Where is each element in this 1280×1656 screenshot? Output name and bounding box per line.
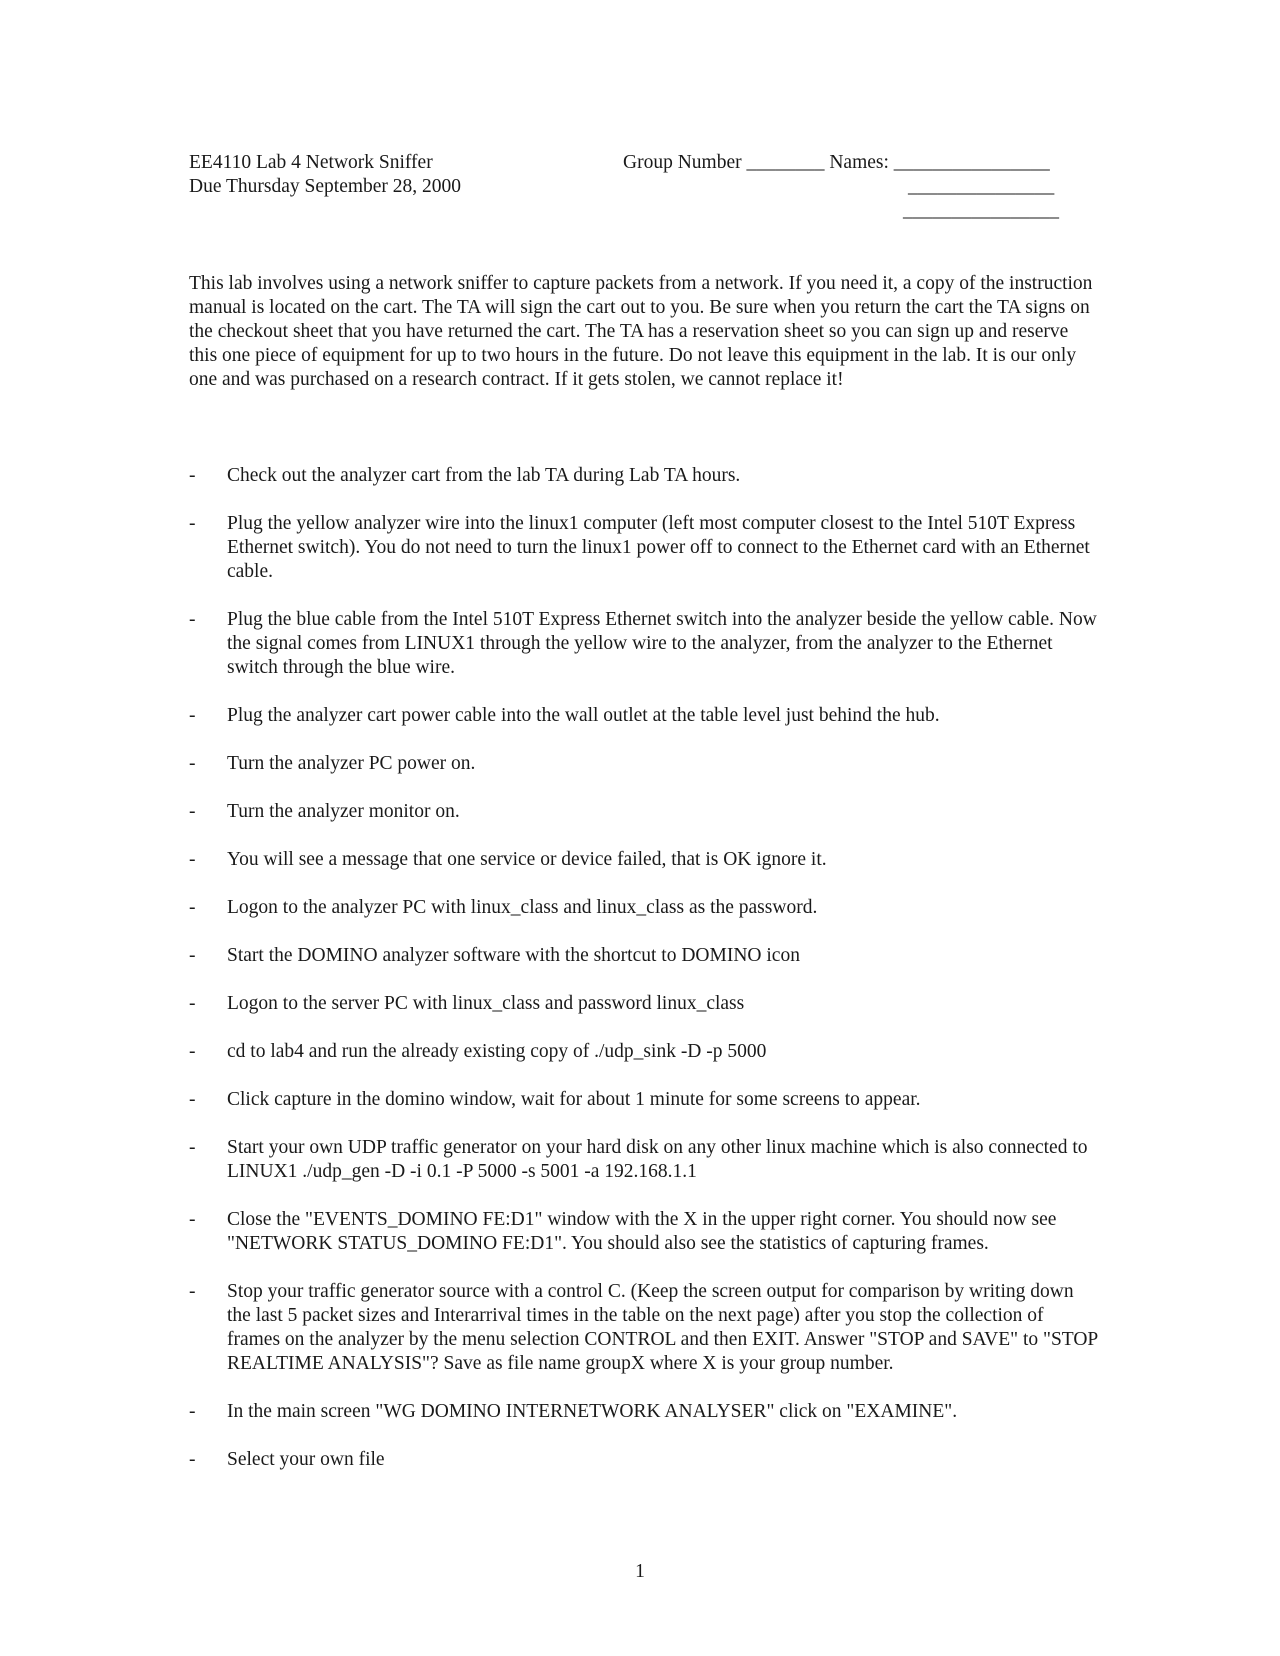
list-item bbox=[189, 1448, 1099, 1472]
step-text: Click capture in the domino window, wait for about 1 minute for some screens to appear. bbox=[227, 1089, 921, 1110]
list-item bbox=[189, 752, 1099, 776]
step-text: cd to lab4 and run the already existing copy of ./udp_sink -D -p 5000 bbox=[227, 1041, 767, 1062]
due-date: Due Thursday September 28, 2000 bbox=[189, 176, 462, 197]
bullet-dash: - bbox=[189, 945, 196, 966]
step-text: Close the "EVENTS_DOMINO FE:D1" window with the X in the upper right corner. You should now see "NETWORK STATUS_DOMINO FE:D1". You should also see the statistics of capturing frames. bbox=[227, 1209, 1057, 1254]
bullet-dash: - bbox=[189, 993, 196, 1014]
header-right bbox=[623, 151, 1050, 175]
list-item bbox=[189, 800, 1099, 824]
list-item bbox=[189, 1400, 1099, 1424]
bullet-dash: - bbox=[189, 753, 196, 774]
bullet-dash: - bbox=[189, 705, 196, 726]
step-text: Plug the blue cable from the Intel 510T Express Ethernet switch into the analyzer beside the yellow cable. Now the signal comes from LINUX1 through the yellow wire to the analyzer, from the analyzer to the Ethernet switch through the blue wire. bbox=[227, 609, 1097, 678]
group-names-line: Group Number ________ Names: ________________ bbox=[623, 152, 1050, 173]
step-text: Plug the yellow analyzer wire into the linux1 computer (left most computer closest to the Intel 510T Express Ethernet switch). You do not need to turn the linux1 power off to connect to the Ethernet card with an Ethernet cable. bbox=[227, 513, 1090, 582]
bullet-dash: - bbox=[189, 1137, 196, 1158]
header-left bbox=[189, 151, 461, 199]
bullet-dash: - bbox=[189, 1209, 196, 1230]
list-item bbox=[189, 1088, 1099, 1112]
step-text: Turn the analyzer PC power on. bbox=[227, 753, 476, 774]
bullet-dash: - bbox=[189, 1401, 196, 1422]
list-item bbox=[189, 608, 1099, 680]
bullet-dash: - bbox=[189, 1089, 196, 1110]
step-text: Start your own UDP traffic generator on your hard disk on any other linux machine which is also connected to LINUX1 ./udp_gen -D -i 0.1 -P 5000 -s 5001 -a 192.168.1.1 bbox=[227, 1137, 1088, 1182]
bullet-dash: - bbox=[189, 1281, 196, 1302]
step-text: Stop your traffic generator source with a control C. (Keep the screen output for comparison by writing down the last 5 packet sizes and Interarrival times in the table on the next page) after you stop the collection of frames on the analyzer by the menu selection CONTROL and then EXIT. Answer "STOP and SAVE" to "STOP REALTIME ANALYSIS"? Save as file name groupX where X is your group number. bbox=[227, 1281, 1098, 1374]
instruction-list bbox=[189, 464, 1099, 1496]
course-title: EE4110 Lab 4 Network Sniffer bbox=[189, 152, 433, 173]
bullet-dash: - bbox=[189, 609, 196, 630]
bullet-dash: - bbox=[189, 849, 196, 870]
list-item bbox=[189, 1208, 1099, 1256]
list-item bbox=[189, 848, 1099, 872]
intro-paragraph: This lab involves using a network sniffer to capture packets from a network. If you need it, a copy of the instruction manual is located on the cart. The TA will sign the cart out to you. Be sure when you return the cart the TA signs on the checkout sheet that you have returned the cart. The TA has a reservation sheet so you can sign up and reserve this one piece of equipment for up to two hours in the future. Do not leave this equipment in the lab. It is our only one and was purchased on a research contract. If it gets stolen, we cannot replace it! bbox=[189, 273, 1093, 390]
step-text: Turn the analyzer monitor on. bbox=[227, 801, 460, 822]
bullet-dash: - bbox=[189, 1041, 196, 1062]
step-text: Check out the analyzer cart from the lab TA during Lab TA hours. bbox=[227, 465, 741, 486]
step-text: In the main screen "WG DOMINO INTERNETWORK ANALYSER" click on "EXAMINE". bbox=[227, 1401, 958, 1422]
name-blank-3: ________________ bbox=[903, 200, 1059, 221]
step-text: Select your own file bbox=[227, 1449, 385, 1470]
bullet-dash: - bbox=[189, 1449, 196, 1470]
bullet-dash: - bbox=[189, 465, 196, 486]
step-text: Start the DOMINO analyzer software with the shortcut to DOMINO icon bbox=[227, 945, 800, 966]
name-blank-2: _______________ bbox=[908, 176, 1055, 197]
list-item bbox=[189, 1280, 1099, 1376]
list-item bbox=[189, 1040, 1099, 1064]
bullet-dash: - bbox=[189, 513, 196, 534]
list-item bbox=[189, 896, 1099, 920]
step-text: Plug the analyzer cart power cable into the wall outlet at the table level just behind the hub. bbox=[227, 705, 940, 726]
step-text: Logon to the analyzer PC with linux_class and linux_class as the password. bbox=[227, 897, 818, 918]
bullet-dash: - bbox=[189, 897, 196, 918]
list-item bbox=[189, 992, 1099, 1016]
list-item bbox=[189, 464, 1099, 488]
page-number: 1 bbox=[635, 1561, 645, 1582]
bullet-dash: - bbox=[189, 801, 196, 822]
list-item bbox=[189, 1136, 1099, 1184]
step-text: Logon to the server PC with linux_class and password linux_class bbox=[227, 993, 745, 1014]
list-item bbox=[189, 704, 1099, 728]
list-item bbox=[189, 944, 1099, 968]
list-item bbox=[189, 512, 1099, 584]
step-text: You will see a message that one service or device failed, that is OK ignore it. bbox=[227, 849, 827, 870]
